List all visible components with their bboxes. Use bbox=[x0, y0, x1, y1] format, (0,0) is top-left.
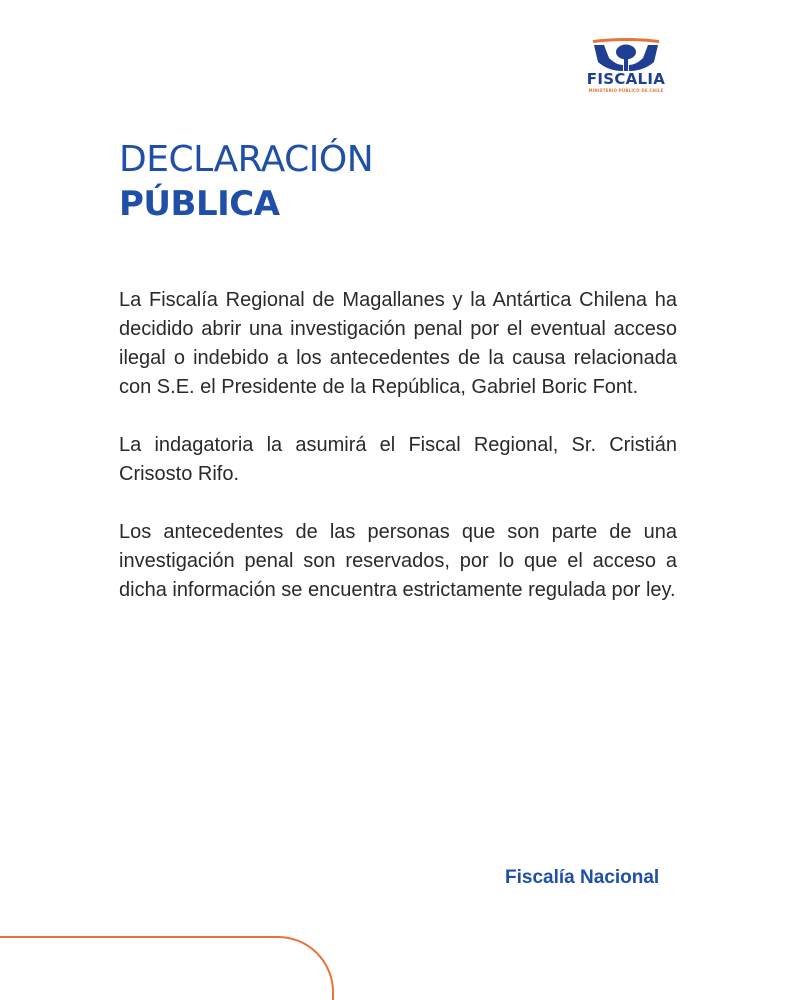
signature: Fiscalía Nacional bbox=[505, 867, 660, 888]
paragraph: Los antecedentes de las personas que son parte de una investigación penal son reservados, por lo que el acceso a dicha información se encuentra estrictamente regulada por ley. bbox=[119, 521, 677, 601]
logo-wordmark: FISCALIA bbox=[586, 70, 666, 88]
title-line-2: PÚBLICA bbox=[119, 184, 280, 224]
logo-subtitle: MINISTERIO PÚBLICO DE CHILE bbox=[588, 88, 664, 93]
paragraph: La Fiscalía Regional de Magallanes y la Antártica Chilena ha decidido abrir una investigación penal por el eventual acceso ilegal o indebido a los antecedentes de la causa relacionada con S.E. el Presidente de la República, Gabriel Boric Font. bbox=[119, 289, 677, 398]
title-line-1: DECLARACIÓN bbox=[119, 139, 374, 180]
paragraph: La indagatoria la asumirá el Fiscal Regional, Sr. Cristián Crisosto Rifo. bbox=[119, 434, 677, 485]
